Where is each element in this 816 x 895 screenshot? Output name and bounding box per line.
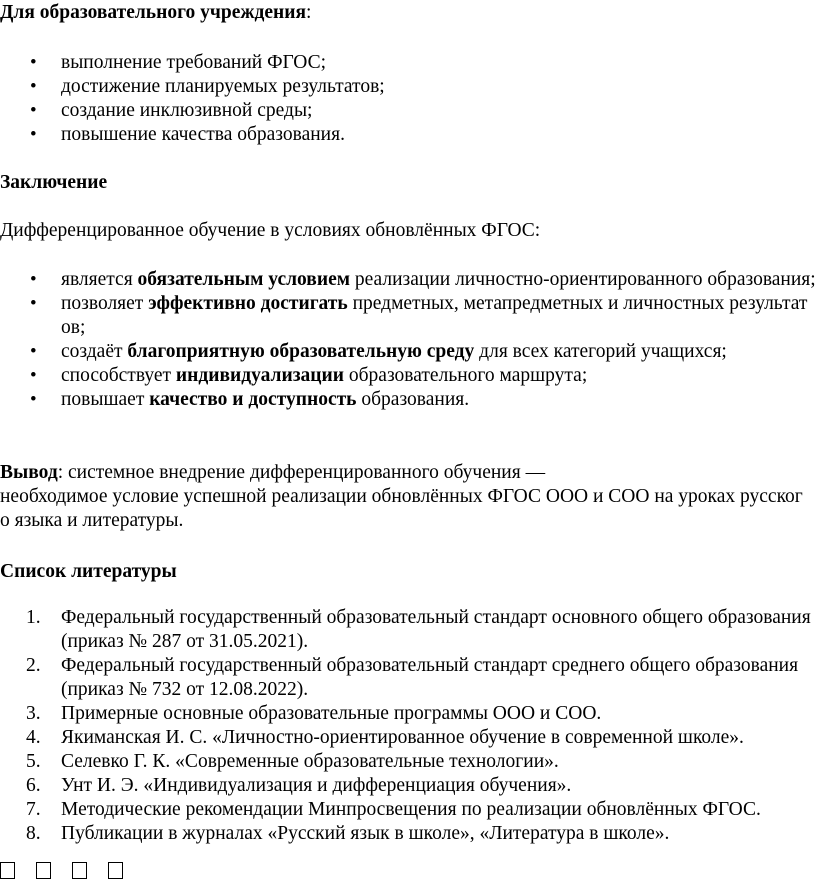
reference-number: 3. <box>26 703 41 724</box>
item-emphasis: обязательным условием <box>137 269 351 290</box>
reference-item <box>0 774 816 798</box>
reference-item <box>0 606 816 654</box>
references-heading-line <box>0 560 816 584</box>
reference-item <box>0 822 816 846</box>
item-emphasis: индивидуализации <box>175 365 345 386</box>
item-emphasis: благоприятную образовательную среду <box>127 341 475 362</box>
item-emphasis: эффективно достигать <box>148 293 348 314</box>
list-item: • повышение качества образования. <box>0 123 816 147</box>
item-suffix: для всех категорий учащихся; <box>474 341 727 362</box>
reference-text: Унт И. Э. «Индивидуализация и дифференциация обучения». <box>61 775 572 796</box>
reference-item <box>0 750 816 774</box>
reference-number: 1. <box>26 607 41 628</box>
conclusion-intro: Дифференцированное обучение в условиях обновлённых ФГОС: <box>0 220 541 241</box>
reference-item <box>0 702 816 726</box>
verdict-block <box>0 461 816 533</box>
list-item: • достижение планируемых результатов; <box>0 75 816 99</box>
reference-item <box>0 654 816 702</box>
item-prefix: создаёт <box>61 341 128 362</box>
list-item <box>0 340 816 364</box>
reference-item <box>0 798 816 822</box>
verdict-line-2: необходимое условие успешной реализации обновлённых ФГОС ООО и СОО на уроках русского языка и литературы. <box>0 486 803 531</box>
institution-list <box>0 51 816 147</box>
item-emphasis: качество и доступность <box>149 389 357 410</box>
references-list <box>0 606 816 846</box>
reference-text: Примерные основные образовательные программы ООО и СОО. <box>61 703 602 724</box>
item-suffix: реализации личностно-ориентированного образования; <box>350 269 816 290</box>
institution-heading-colon: : <box>306 2 312 23</box>
reference-text: Публикации в журналах «Русский язык в школе», «Литература в школе». <box>61 823 670 844</box>
institution-heading-line <box>0 1 816 25</box>
conclusion-heading: Заключение <box>0 172 108 193</box>
item-suffix: образования. <box>356 389 470 410</box>
item-suffix: предметных, метапредметных и личностных результатов; <box>61 293 808 338</box>
item-suffix: образовательного маршрута; <box>344 365 588 386</box>
list-item <box>0 268 816 292</box>
list-item <box>0 364 816 388</box>
verdict-line-1 <box>0 461 816 485</box>
verdict-label: Вывод <box>0 462 58 483</box>
missing-glyph-icon <box>0 862 15 879</box>
list-item <box>0 292 816 340</box>
reference-number: 2. <box>26 655 41 676</box>
conclusion-list <box>0 268 816 412</box>
reference-text: Методические рекомендации Минпросвещения по реализации обновлённых ФГОС. <box>61 799 761 820</box>
institution-heading: Для образовательного учреждения <box>0 2 307 23</box>
verdict-text: : системное внедрение дифференцированного обучения — <box>57 462 546 483</box>
reference-text: Якиманская И. С. «Личностно-ориентированное обучение в современной школе». <box>61 727 744 748</box>
reference-number: 4. <box>26 727 41 748</box>
references-heading: Список литературы <box>0 561 177 582</box>
item-prefix: позволяет <box>61 293 149 314</box>
reference-item <box>0 726 816 750</box>
list-item: • выполнение требований ФГОС; <box>0 51 816 75</box>
missing-glyph-icon <box>36 862 51 879</box>
missing-glyph-row <box>0 858 123 879</box>
reference-number: 6. <box>26 775 41 796</box>
reference-number: 5. <box>26 751 41 772</box>
reference-number: 7. <box>26 799 41 820</box>
list-item: • создание инклюзивной среды; <box>0 99 816 123</box>
item-prefix: является <box>61 269 138 290</box>
item-prefix: повышает <box>61 389 150 410</box>
missing-glyph-icon <box>108 862 123 879</box>
reference-number: 8. <box>26 823 41 844</box>
item-prefix: способствует <box>61 365 176 386</box>
reference-text: Федеральный государственный образовательный стандарт основного общего образования (приказ № 287 от 31.05.2021). <box>61 607 811 652</box>
conclusion-heading-line <box>0 171 816 195</box>
reference-text: Федеральный государственный образовательный стандарт среднего общего образования (приказ № 732 от 12.08.2022). <box>61 655 799 700</box>
list-item <box>0 388 816 412</box>
missing-glyph-icon <box>72 862 87 879</box>
reference-text: Селевко Г. К. «Современные образовательные технологии». <box>61 751 559 772</box>
